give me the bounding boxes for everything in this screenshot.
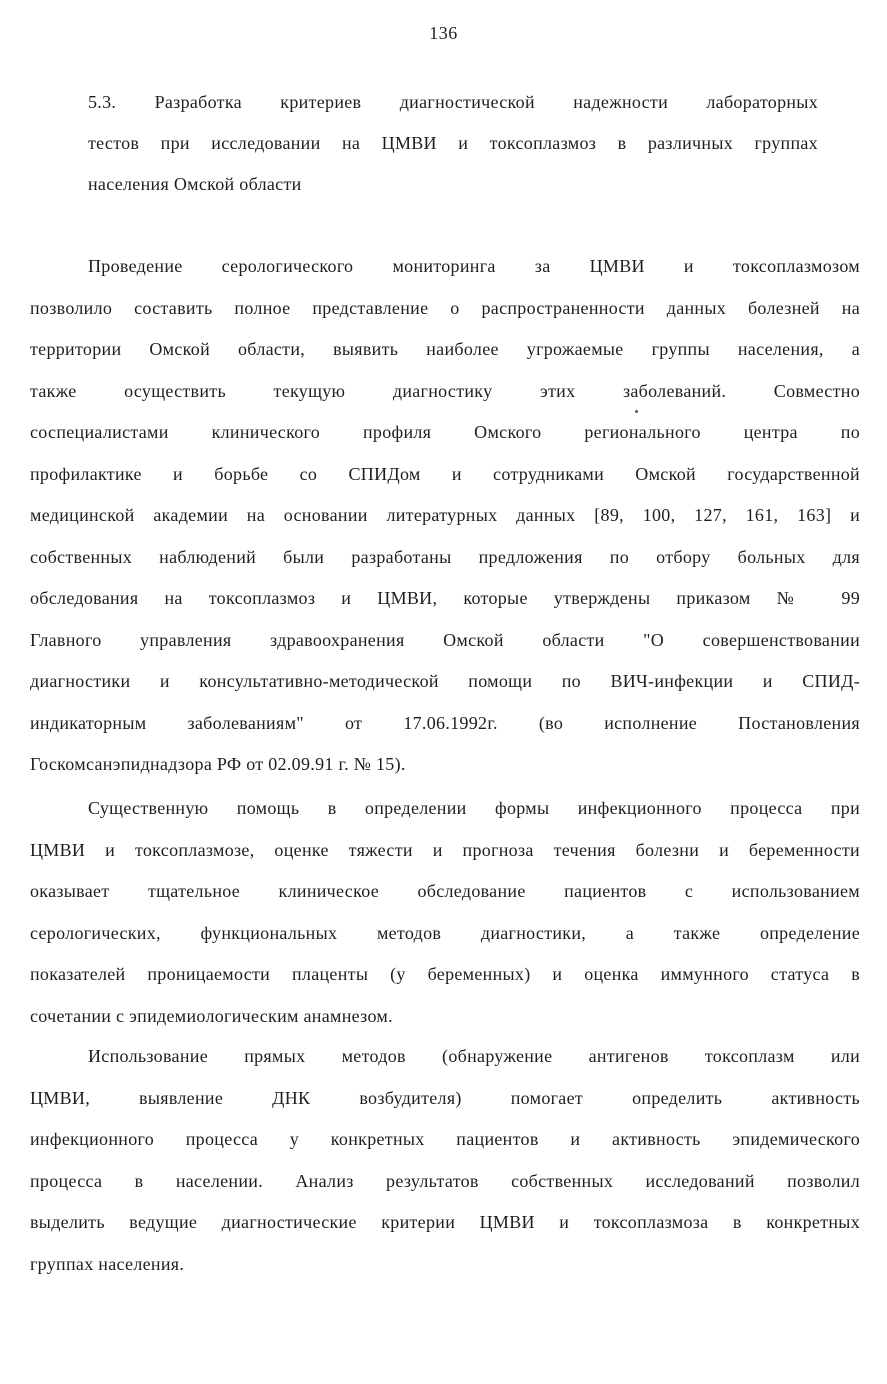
text-line: показателей проницаемости плаценты (у беременных) и оценка иммунного статуса в — [30, 964, 860, 984]
text-line: Использование прямых методов (обнаружение антигенов токсоплазм или — [88, 1046, 860, 1066]
paragraph-2 — [30, 788, 860, 1037]
heading-line: тестов при исследовании на ЦМВИ и токсоплазмоз в различных группах — [88, 133, 818, 153]
text-line: диагностики и консультативно-методической помощи по ВИЧ-инфекции и СПИД- — [30, 671, 860, 691]
text-line: оказывает тщательное клиническое обследование пациентов с использованием — [30, 881, 860, 901]
text-line: группах населения. — [30, 1253, 185, 1274]
heading-line: населения Омской области — [88, 174, 302, 194]
text-line: обследования на токсоплазмоз и ЦМВИ, которые утверждены приказом № 99 — [30, 588, 860, 608]
text-line: Госкомсанэпиднадзора РФ от 02.09.91 г. № 15). — [30, 754, 406, 774]
text-line: инфекционного процесса у конкретных пациентов и активность эпидемического — [30, 1129, 860, 1149]
text-line: ЦМВИ, выявление ДНК возбудителя) помогает определить активность — [30, 1087, 860, 1108]
text-line: профилактике и борьбе со СПИДом и сотрудниками Омской государственной — [30, 463, 860, 484]
text-line: территории Омской области, выявить наиболее угрожаемые группы населения, а — [30, 339, 860, 359]
text-line: индикаторным заболеваниям" от 17.06.1992г. (во исполнение Постановления — [30, 712, 860, 733]
text-line: соспециалистами клинического профиля Омского регионального центра по — [30, 422, 860, 442]
text-line: медицинской академии на основании литературных данных [89, 100, 127, 161, 163] и — [30, 505, 860, 525]
text-line: процесса в населении. Анализ результатов собственных исследований позволил — [30, 1170, 860, 1191]
text-line: сочетании с эпидемиологическим анамнезом. — [30, 1005, 393, 1026]
text-line: также осуществить текущую диагностику этих заболеваний. Совместно — [30, 380, 860, 401]
text-line: выделить ведущие диагностические критерии ЦМВИ и токсоплазмоза в конкретных — [30, 1212, 860, 1232]
scan-speck — [635, 410, 638, 413]
text-line: собственных наблюдений были разработаны предложения по отбору больных для — [30, 546, 860, 567]
text-line: Существенную помощь в определении формы инфекционного процесса при — [88, 798, 860, 818]
paragraph-3 — [30, 1036, 860, 1285]
page-number: 136 — [429, 23, 458, 43]
paragraph-1 — [30, 246, 860, 786]
heading-line: 5.3. Разработка критериев диагностической надежности лабораторных — [88, 92, 818, 112]
section-heading — [88, 82, 818, 205]
text-line: Главного управления здравоохранения Омской области "О совершенствовании — [30, 629, 860, 650]
text-line: позволило составить полное представление о распространенности данных болезней на — [30, 297, 860, 318]
text-line: Проведение серологического мониторинга за ЦМВИ и токсоплазмозом — [88, 256, 860, 276]
text-line: серологических, функциональных методов диагностики, а также определение — [30, 922, 860, 943]
text-line: ЦМВИ и токсоплазмозе, оценке тяжести и прогноза течения болезни и беременности — [30, 839, 860, 860]
